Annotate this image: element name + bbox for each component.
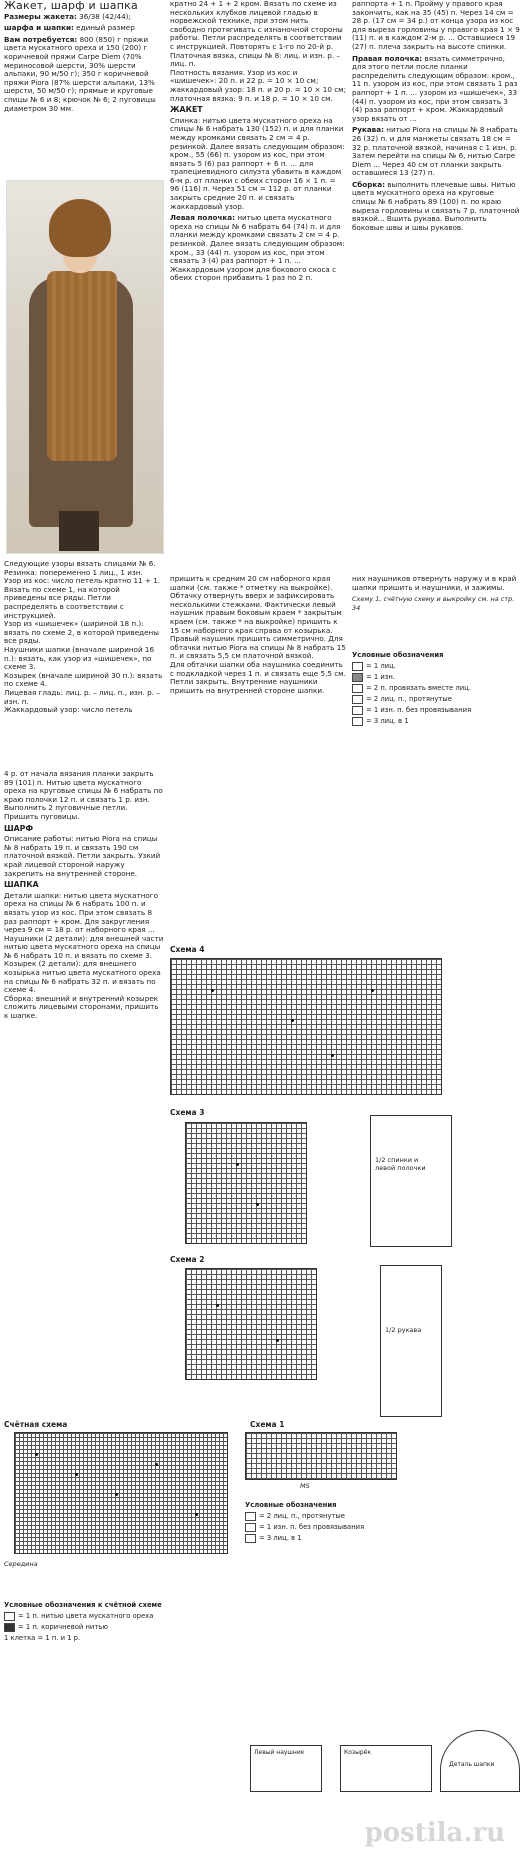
- visor-pattern: Козырёк: [340, 1745, 432, 1792]
- scheme-1-grid: [245, 1432, 397, 1480]
- column-3-lower: них наушников отвернуть наружу и в край шапки пришить и наушники, и зажимы. Схему 1, счётную схему и выкройку см. на стр. 34: [352, 574, 519, 612]
- scarf-heading: ШАРФ: [4, 823, 34, 833]
- sleeve-pattern: 1/2 рукава: [380, 1265, 442, 1417]
- ear-flap-pattern: Левый наушник: [250, 1745, 322, 1792]
- intro-sizes: Размеры жакета: 36/38 (42/44);: [4, 11, 131, 21]
- hat-text: Детали шапки: нитью цвета мускатного ореха на спицы № 6 набрать 100 п. и вязать узор из кос. При этом связать 8 раз раппорт + кром. Для закругления через 9 см = 18 р. от наборного края ... Наушники (2 детали): для внешней части нитью цвета мускатного ореха на спицы № 6 набрать 10 п. и вязать по схеме 3. Козырек (2 детали): для внешнего козырька нитью цвета мускатного ореха на спицы № 6 набрать 32 п. и вязать по схеме 4. Сборка: внешний и внутренний козырек сложить лицевыми сторонами, пришить к шапке.: [4, 890, 164, 1021]
- center-label: Середина: [4, 1560, 38, 1568]
- counted-scheme-label: Счётная схема: [4, 1420, 68, 1429]
- scheme-4-label: Схема 4: [170, 945, 205, 954]
- column-1: [4, 0, 164, 116]
- scheme-4-grid: [170, 958, 442, 1095]
- counted-scheme-grid: [14, 1432, 228, 1554]
- hat-piece-pattern: Деталь шапки: [440, 1730, 520, 1792]
- scheme-reference: Схему 1, счётную схему и выкройку см. на стр. 34: [352, 595, 517, 612]
- sleeves-text: Рукава: нитью Piora на спицы № 8 набрать 26 (32) п. и для манжеты связать 18 см = 32 р. платочной вязкой, начиная с 1 изн. р. Затем перейти на спицы № 6, нитью Carpe Diem ... Через 40 см от планки закрыть оставшиеся 13 (27) п.: [352, 125, 521, 178]
- column-2-lower: пришить к средним 20 см наборного края шапки (см. также * отметку на выкройке). Обтачку отвернуть вверх и зафиксировать несколькими стежками. Фактически левый наушник правым боковым краем * закрытым краем (см. также * на выкройке) пришить к 15 см наборного края справа от козырька. Правый наушник пришить симметрично. Для обтачки нитью Piora на спицы № 8 набрать 15 п. и связать 5,5 см платочной вязкой. Для обтачки шапки оба наушника соединить с подкладкой через 1 п. и связать еще 5,5 см. Петли закрыть. Внутренние наушники пришить на внутренней стороне шапки.: [170, 574, 346, 695]
- back-front-pattern: 1/2 спинки и левой полочки: [370, 1115, 452, 1247]
- model-photo: [6, 180, 164, 554]
- page-title: Жакет, шарф и шапка: [4, 0, 138, 12]
- scheme-1-label: Схема 1: [250, 1420, 285, 1429]
- counted-legend: Условные обозначения к счётной схеме = 1 п. нитью цвета мускатного ореха = 1 п. коричневой нитью 1 клетка = 1 п. и 1 р.: [4, 1601, 162, 1642]
- jacket-heading: ЖАКЕТ: [170, 105, 203, 115]
- column-3: раппорта + 1 п. Пройму у правого края закончить, как на 35 (45) п. Через 14 см = 28 р. (17 см = 34 р.) от конца узора из кос для выреза горловины у правого края 1 × 9 (11) п. и в каждом 2-м р. ... Оставшиеся 19 (27) п. плеча закрыть на высоте спинки. Правая полочка: вязать симметрично, для этого петли после планки распределить следующим образом: кром., 11 п. узором из кос, при этом связать 1 раз раппорт + 1 п. ... узором из «шишечек», 33 (44) п. узором из кос, при этом связать 3 (4) раза раппорт + кром. Жаккардовый узор вязать от ... Рукава: нитью Piora на спицы № 8 набрать 26 (32) п. и для манжеты связать 18 см = 32 р. платочной вязкой, начиная с 1 изн. р. Затем перейти на спицы № 6, нитью Carpe Diem ... Через 40 см от планки закрыть оставшиеся 13 (27) п. Сборка: выполнить плечевые швы. Нитью цвета мускатного ореха на круговые спицы № 6 набрать 89 (100) п. по краю выреза горловины и связать 7 р. платочной вязкой... Вшить рукава. Выполнить боковые швы и швы рукавов.: [352, 0, 523, 232]
- patterns-text: Следующие узоры вязать спицами № 6. Резинка: попеременно 1 лиц., 1 изн. Узор из кос: число петель кратно 11 + 1. Вязать по схеме 1, на которой приведены все ряды. Петли распределять в соответствии с инструкцией. Узор из «шишечек» (шириной 18 п.): вязать по схеме 2, в которой приведены все ряды. Наушники шапки (вначале шириной 16 п.): вязать, как узор из «шишечек», по схеме 3. Козырек (вначале шириной 30 п.): вязать по схеме 4. Лицевая гладь: лиц. р. – лиц. п., изн. р. – изн. п. Жаккардовый узор: число петель: [4, 559, 163, 715]
- assembly-text: Сборка: выполнить плечевые швы. Нитью цвета мускатного ореха на круговые спицы № 6 набрать 89 (100) п. по краю выреза горловины и связать 7 р. платочной вязкой... Вшить рукава. Выполнить боковые швы и швы рукавов.: [352, 179, 522, 232]
- scheme-3-label: Схема 3: [170, 1108, 205, 1117]
- legend-bottom: Условные обозначения = 2 лиц. п., протянутые = 1 изн. п. без провязывания = 3 лиц. в 1: [245, 1501, 365, 1542]
- scheme-2-grid: [185, 1268, 317, 1380]
- hat-heading: ШАПКА: [4, 880, 39, 890]
- left-front-text: Левая полочка: нитью цвета мускатного ореха на спицы № 6 набрать 64 (74) п. и для планки между кромками связать 2 см = 4 р. резинкой. Далее вязать следующим образом: кром., 33 (44) п. узором из кос, при этом связать 3 (4) раз раппорт + 1 п. ... Жаккардовым узором для бокового скоса с обеих сторон прибавить 1 раз по 2 п.: [170, 213, 347, 283]
- intro-materials: Вам потребуется: 800 (850) г пряжи цвета мускатного ореха и 150 (200) г коричневой пряжи Carpe Diem (70% мериносовой шерсти, 30% шерсти альпаки, 90 м/50 г); 350 г коричневой пряжи Piora (87% шерсти альпаки, 13% шерсти, 50 м/50 г); прямые и круговые спицы № 6 и 8; крючок № 6; 2 пуговицы диаметром 30 мм.: [4, 34, 159, 113]
- right-front-text: Правая полочка: вязать симметрично, для этого петли после планки распределить следующим образом: кром., 11 п. узором из кос, при этом связать 1 раз раппорт + 1 п. ... узором из «шишечек», 33 (44) п. узором из кос, при этом связать 3 (4) раза раппорт + кром. Жаккардовый узор вязать от ...: [352, 53, 520, 123]
- jacket-text: Спинка: нитью цвета мускатного ореха на спицы № 6 набрать 130 (152) п. и для планки между кромками связать 2 см = 4 р. резинкой. Далее вязать следующим образом: кром., 55 (66) п. узором из кос, при этом вязать 5 (6) раз раппорт + 6 п. ... для трапециевидного силуэта убавить в каждом 6-м р. от планки с обеих сторон 16 × 1 п. = 96 (116) п. Через 51 см = 112 р. от планки закрыть средние 20 п. и связать жаккардовый узор.: [170, 115, 347, 211]
- scheme-2-label: Схема 2: [170, 1255, 205, 1264]
- scheme-3-grid: [185, 1122, 307, 1244]
- column-2: кратно 24 + 1 + 2 кром. Вязать по схеме из нескольких клубков лицевой гладью в норвежской технике, при этом нить свободно протягивать с изнаночной стороны работы. Петли распределять в соответствии с инструкцией. Повторять с 1-го по 20-й р. Платочная вязка, спицы № 8: лиц. и изн. р. – лиц. п. Плотность вязания. Узор из кос и «шишечек»: 20 п. и 22 р. = 10 × 10 см; жаккардовый узор: 18 п. и 20 р. = 10 × 10 см; платочная вязка: 9 п. и 18 р. = 10 × 10 см. ЖАКЕТ Спинка: нитью цвета мускатного ореха на спицы № 6 набрать 130 (152) п. и для планки между кромками связать 2 см = 4 р. резинкой. Далее вязать следующим образом: кром., 55 (66) п. узором из кос, при этом вязать 5 (6) раз раппорт + 6 п. ... для трапециевидного силуэта убавить в каждом 6-м р. от планки с обеих сторон 16 × 1 п. = 96 (116) п. Через 51 см = 112 р. от планки закрыть средние 20 п. и связать жаккардовый узор. Левая полочка: нитью цвета мускатного ореха на спицы № 6 набрать 64 (74) п. и для планки между кромками связать 2 см = 4 р. резинкой. Далее вязать следующим образом: кром., 33 (44) п. узором из кос, при этом связать 3 (4) раз раппорт + 1 п. ... Жаккардовым узором для бокового скоса с обеих сторон прибавить 1 раз по 2 п.: [170, 0, 347, 283]
- scarf-text: Описание работы: нитью Piora на спицы № 8 набрать 19 п. и связать 190 см платочной вязкой. Петли закрыть. Узкий край лицевой стороной наружу закрепить на внутренней стороне.: [4, 834, 163, 878]
- ms-label: MS: [300, 1482, 310, 1490]
- legend: Условные обозначения = 1 лиц. = 1 изн. = 2 п. провязать вместе лиц. = 2 лиц. п., протянутые = 1 изн. п. без провязывания = 3 лиц. в 1: [352, 651, 472, 725]
- column-1-lower: 4 р. от начала вязания планки закрыть 89 (101) п. Нитью цвета мускатного ореха на круговые спицы № 6 набрать по краю полочки 12 п. и связать 1 р. изн. Выполнить 2 пуговичные петли. Пришить пуговицы. ШАРФ Описание работы: нитью Piora на спицы № 8 набрать 19 п. и связать 190 см платочной вязкой. Петли закрыть. Узкий край лицевой стороной наружу закрепить на внутренней стороне. ШАПКА Детали шапки: нитью цвета мускатного ореха на спицы № 6 набрать 100 п. и вязать узор из кос. При этом связать 8 раз раппорт + кром. Для закругления через 9 см = 18 р. от наборного края ... Наушники (2 детали): для внешней части нитью цвета мускатного ореха на спицы № 6 набрать 10 п. и вязать по схеме 3. Козырек (2 детали): для внешнего козырька нитью цвета мускатного ореха на спицы № 6 набрать 32 п. и вязать по схеме 4. Сборка: внешний и внутренний козырек сложить лицевыми сторонами, пришить к шапке.: [4, 769, 166, 1021]
- watermark: postila.ru: [364, 1818, 505, 1848]
- intro-scarf: шарфа и шапки: единый размер: [4, 23, 135, 33]
